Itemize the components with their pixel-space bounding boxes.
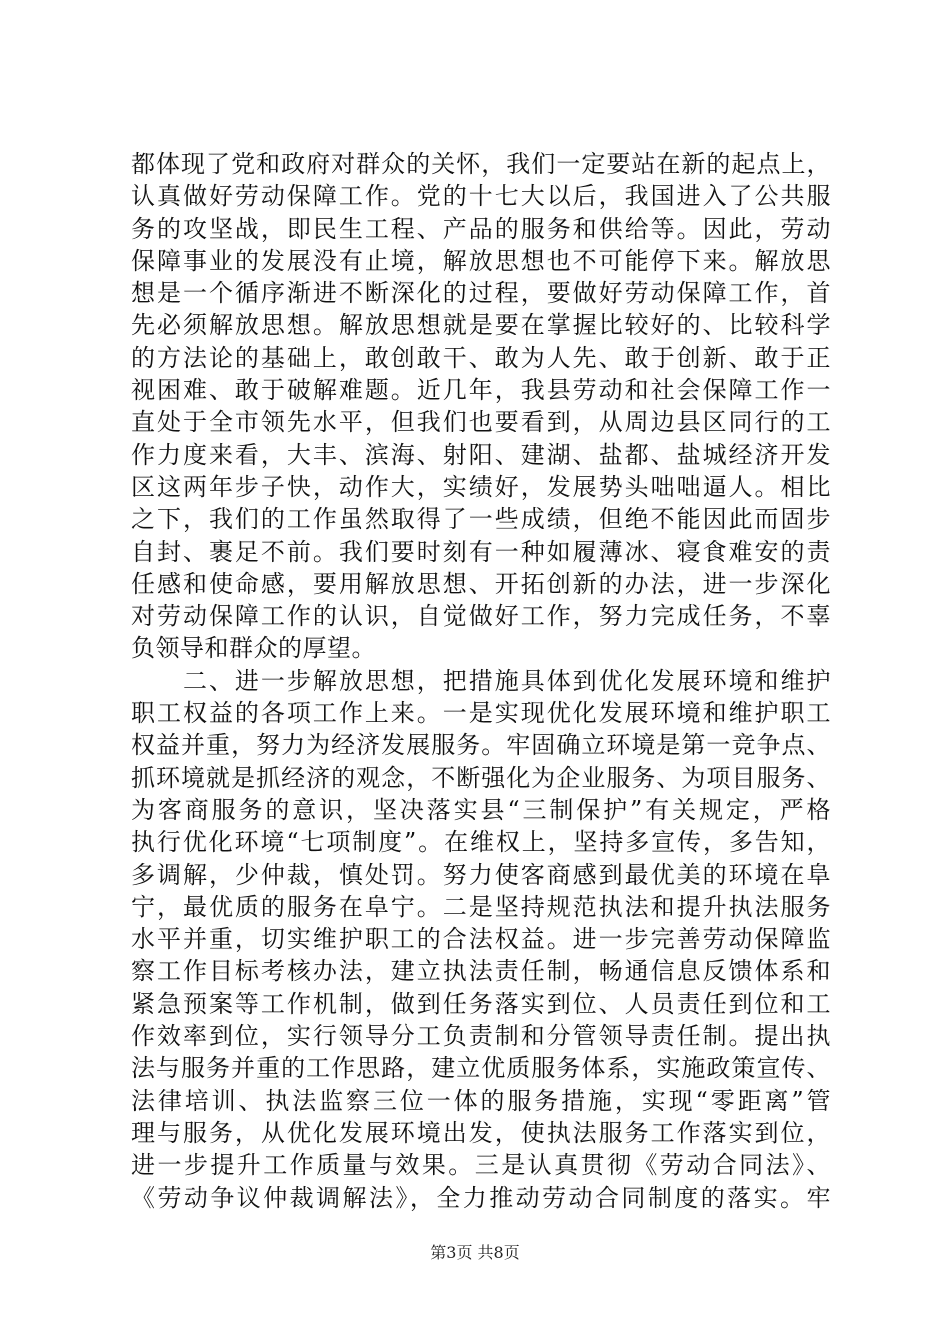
text-line: 作力度来看，大丰、滨海、射阳、建湖、盐都、盐城经济开发 [131, 440, 831, 469]
text-line: 《劳动争议仲裁调解法》，全力推动劳动合同制度的落实。牢 [131, 1183, 831, 1212]
text-line: 保障事业的发展没有止境，解放思想也不可能停下来。解放思 [131, 246, 831, 275]
text-line: 法律培训、执法监察三位一体的服务措施，实现“零距离”管 [131, 1086, 831, 1115]
text-line: 直处于全市领先水平，但我们也要看到，从周边县区同行的工 [131, 408, 831, 437]
text-line: 察工作目标考核办法，建立执法责任制，畅通信息反馈体系和 [131, 957, 831, 986]
text-line: 对劳动保障工作的认识，自觉做好工作，努力完成任务，不辜 [131, 602, 831, 631]
text-line: 视困难、敢于破解难题。近几年，我县劳动和社会保障工作一 [131, 376, 831, 405]
text-line: 执行优化环境“七项制度”。在维权上，坚持多宣传，多告知， [131, 828, 831, 857]
text-line: 作效率到位，实行领导分工负责制和分管领导责任制。提出执 [131, 1022, 831, 1051]
text-line: 职工权益的各项工作上来。一是实现优化发展环境和维护职工 [131, 699, 831, 728]
text-line: 紧急预案等工作机制，做到任务落实到位、人员责任到位和工 [131, 989, 831, 1018]
text-line: 先必须解放思想。解放思想就是要在掌握比较好的、比较科学 [131, 311, 831, 340]
text-line: 任感和使命感，要用解放思想、开拓创新的办法，进一步深化 [131, 569, 831, 598]
text-line: 自封、裹足不前。我们要时刻有一种如履薄冰、寝食难安的责 [131, 537, 831, 566]
text-line: 想是一个循序渐进不断深化的过程，要做好劳动保障工作，首 [131, 279, 831, 308]
text-line: 二、进一步解放思想，把措施具体到优化发展环境和维护 [131, 666, 831, 695]
text-line: 为客商服务的意识，坚决落实县“三制保护”有关规定，严格 [131, 795, 831, 824]
text-line: 区这两年步子快，动作大，实绩好，发展势头咄咄逼人。相比 [131, 472, 831, 501]
page-number-footer: 第3页 共8页 [430, 1243, 520, 1262]
text-line: 的方法论的基础上，敢创敢干、敢为人先、敢于创新、敢于正 [131, 343, 831, 372]
text-line: 之下，我们的工作虽然取得了一些成绩，但绝不能因此而固步 [131, 505, 831, 534]
body-text [131, 148, 831, 1214]
text-line: 务的攻坚战，即民生工程、产品的服务和供给等。因此，劳动 [131, 214, 831, 243]
text-line: 理与服务，从优化发展环境出发，使执法服务工作落实到位， [131, 1118, 831, 1147]
text-line: 宁，最优质的服务在阜宁。二是坚持规范执法和提升执法服务 [131, 892, 831, 921]
text-line: 水平并重，切实维护职工的合法权益。进一步完善劳动保障监 [131, 925, 831, 954]
text-line: 权益并重，努力为经济发展服务。牢固确立环境是第一竞争点、 [131, 731, 831, 760]
text-line: 抓环境就是抓经济的观念，不断强化为企业服务、为项目服务、 [131, 763, 831, 792]
text-line: 进一步提升工作质量与效果。三是认真贯彻《劳动合同法》、 [131, 1151, 831, 1180]
text-line: 负领导和群众的厚望。 [131, 634, 376, 663]
text-line: 都体现了党和政府对群众的关怀，我们一定要站在新的起点上， [131, 150, 831, 178]
text-line: 认真做好劳动保障工作。党的十七大以后，我国进入了公共服 [131, 182, 831, 211]
text-line: 法与服务并重的工作思路，建立优质服务体系，实施政策宣传、 [131, 1054, 831, 1083]
text-line: 多调解，少仲裁，慎处罚。努力使客商感到最优美的环境在阜 [131, 860, 831, 889]
